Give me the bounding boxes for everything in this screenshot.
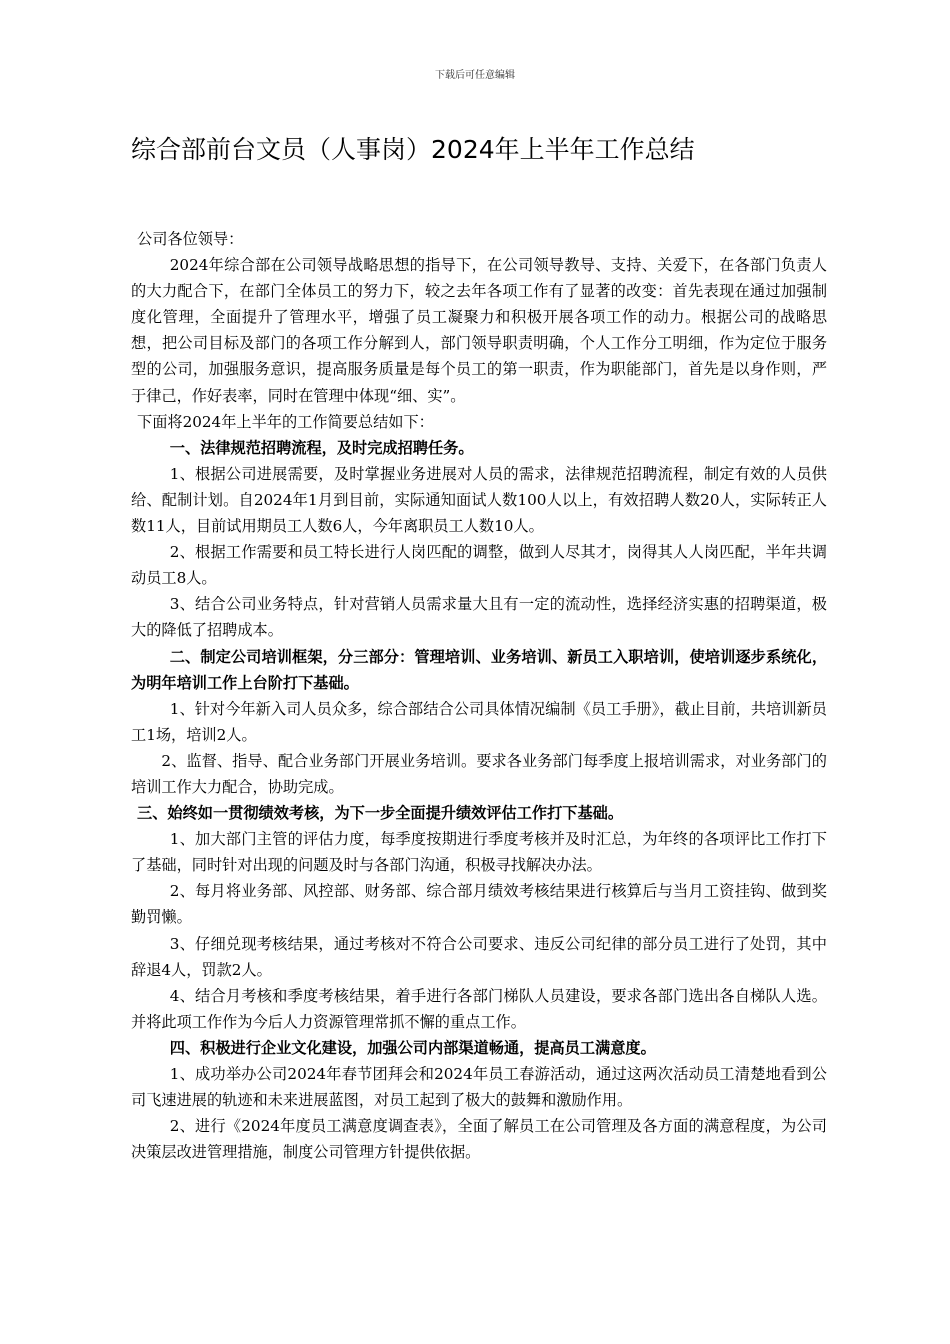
document-title: 综合部前台文员（人事岗）2024年上半年工作总结 — [131, 135, 695, 164]
section-4-item-1: 1、成功举办公司2024年春节团拜会和2024年员工春游活动，通过这两次活动员工清楚地看到公司飞速进展的轨迹和未来进展蓝图，对员工起到了极大的鼓舞和激励作用。 — [131, 1065, 827, 1110]
section-4-heading: 四、积极进行企业文化建设，加强公司内部渠道畅通，提高员工满意度。 — [169, 1038, 656, 1057]
section-3-item-1: 1、加大部门主管的评估力度，每季度按期进行季度考核并及时汇总，为年终的各项评比工作打下了基础，同时针对出现的问题及时与各部门沟通，积极寻找解决办法。 — [131, 830, 827, 875]
summary-intro: 下面将2024年上半年的工作简要总结如下： — [137, 412, 434, 431]
document-body — [131, 226, 827, 1165]
section-1-item-3: 3、结合公司业务特点，针对营销人员需求量大且有一定的流动性，选择经济实惠的招聘渠道，极大的降低了招聘成本。 — [131, 595, 827, 640]
intro-paragraph: 2024年综合部在公司领导战略思想的指导下，在公司领导教导、支持、关爱下，在各部门负责人的大力配合下，在部门全体员工的努力下，较之去年各项工作有了显著的改变：首先表现在通过加强制度化管理，全面提升了管理水平，增强了员工凝聚力和积极开展各项工作的动力。根据公司的战略思想，把公司目标及部门的各项工作分解到人，部门领导职责明确，个人工作分工明细，作为定位于服务型的公司，加强服务意识，提高服务质量是每个员工的第一职责，作为职能部门，首先是以身作则，严于律己，作好表率，同时在管理中体现“细、实”。 — [131, 256, 827, 405]
header-note: 下载后可任意编辑 — [435, 70, 515, 81]
section-1-item-1: 1、根据公司进展需要，及时掌握业务进展对人员的需求，法律规范招聘流程，制定有效的人员供给、配制计划。自2024年1月到目前，实际通知面试人数100人以上，有效招聘人数20人，实际转正人数11人，目前试用期员工人数6人，今年离职员工人数10人。 — [131, 464, 827, 536]
section-3-item-4: 4、结合月考核和季度考核结果，着手进行各部门梯队人员建设，要求各部门选出各自梯队人选。并将此项工作作为今后人力资源管理常抓不懈的重点工作。 — [131, 986, 827, 1031]
section-2-heading: 二、制定公司培训框架，分三部分：管理培训、业务培训、新员工入职培训，使培训逐步系统化，为明年培训工作上台阶打下基础。 — [131, 647, 827, 692]
section-1-heading: 一、法律规范招聘流程，及时完成招聘任务。 — [169, 438, 474, 457]
section-4-item-2: 2、进行《2024年度员工满意度调查表》，全面了解员工在公司管理及各方面的满意程度，为公司决策层改进管理措施，制度公司管理方针提供依据。 — [131, 1117, 827, 1162]
section-3-heading: 三、始终如一贯彻绩效考核，为下一步全面提升绩效评估工作打下基础。 — [137, 804, 623, 823]
section-3-item-2: 2、每月将业务部、风控部、财务部、综合部月绩效考核结果进行核算后与当月工资挂钩、做到奖勤罚懒。 — [131, 882, 827, 927]
salutation: 公司各位领导： — [137, 230, 244, 248]
section-3-item-3: 3、仔细兑现考核结果，通过考核对不符合公司要求、违反公司纪律的部分员工进行了处罚，其中辞退4人，罚款2人。 — [131, 934, 827, 979]
section-2-item-1: 1、针对今年新入司人员众多，综合部结合公司具体情况编制《员工手册》，截止目前，共培训新员工1场，培训2人。 — [131, 699, 827, 744]
section-2-item-2: 2、监督、指导、配合业务部门开展业务培训。要求各业务部门每季度上报培训需求，对业务部门的培训工作大力配合，协助完成。 — [131, 751, 827, 796]
section-1-item-2: 2、根据工作需要和员工特长进行人岗匹配的调整，做到人尽其才，岗得其人人岗匹配，半年共调动员工8人。 — [131, 543, 827, 588]
